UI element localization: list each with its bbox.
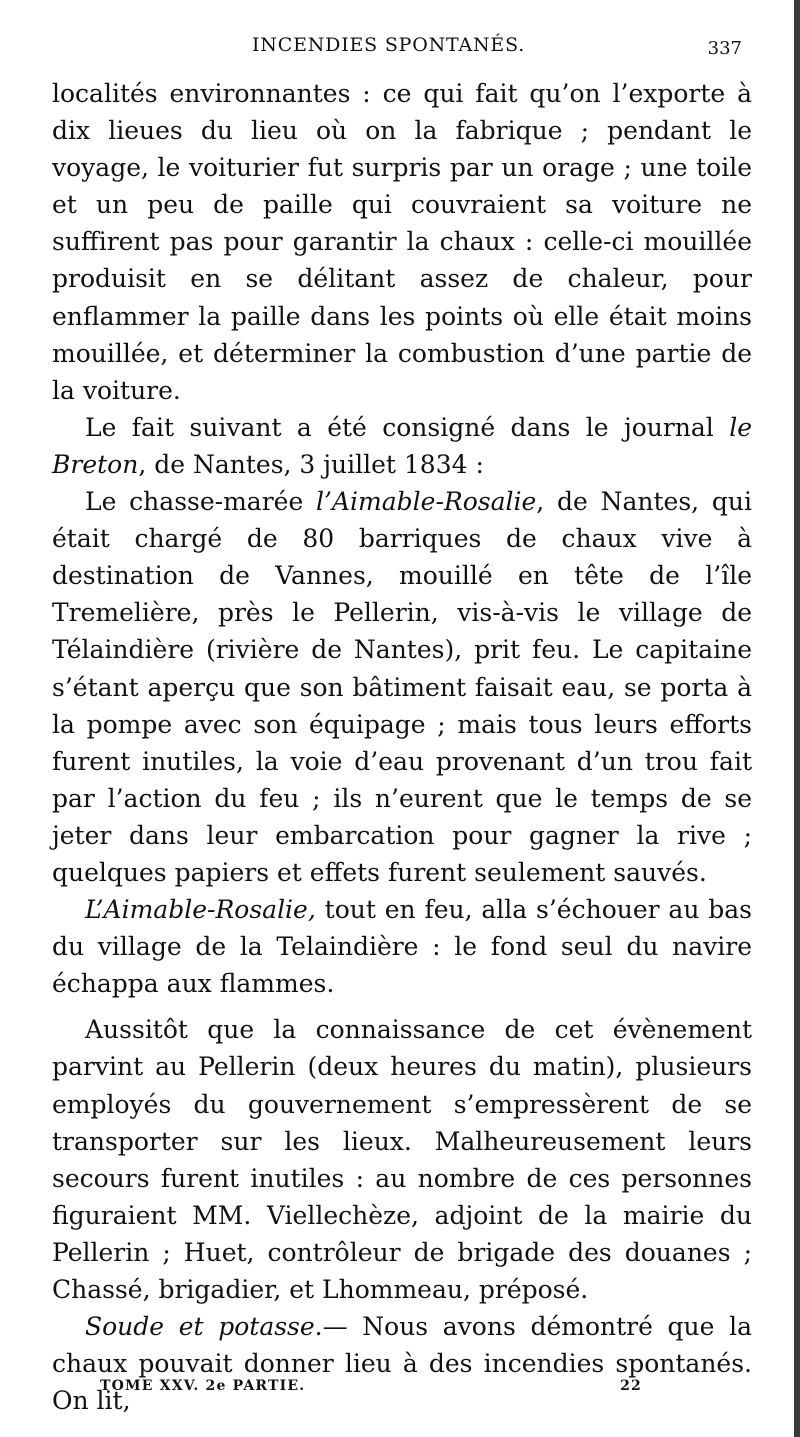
paragraph-4-text-b: tout en feu, alla s’échouer au bas du village de la Telaindière : le fond seul du navire échappa aux flammes. (52, 895, 752, 999)
paragraph-2-text-b: , de Nantes, 3 juillet 1834 : (138, 449, 484, 479)
paragraph-5: Aussitôt que la connaissance de cet évènement parvint au Pellerin (deux heures du matin), plusieurs employés du gouvernement s’empressèrent de se transporter sur les lieux. Malheureusement leurs secours furent inutiles : au nombre de ces personnes figuraient MM. Viellechèze, adjoint de la mairie du Pellerin ; Huet, contrôleur de brigade des douanes ; Chassé, brigadier, et Lhommeau, préposé. (52, 1015, 752, 1304)
signature-mark: TOME XXV. 2e PARTIE. (100, 1378, 306, 1394)
ship-name-2: L’Aimable-Rosalie, (85, 895, 316, 925)
page-header (52, 34, 742, 74)
paragraph-2 (52, 409, 752, 483)
journal-title: le Breton (52, 412, 752, 479)
paragraph-4 (52, 891, 752, 1002)
running-title: INCENDIES SPONTANÉS. (252, 34, 526, 56)
section-heading: Soude et potasse. (85, 1312, 323, 1342)
paragraph-2-text-a: Le fait suivant a été consigné dans le journal (85, 412, 730, 442)
paragraph-3-text-a: Le chasse-marée (85, 487, 317, 517)
paragraph-3 (52, 483, 752, 891)
ship-name: l’Aimable-Rosalie (316, 487, 537, 517)
body-text (52, 75, 752, 1419)
paragraph-1: localités environnantes : ce qui fait qu’on l’exporte à dix lieues du lieu où on la fabrique ; pendant le voyage, le voiturier fut surpris par un orage ; une toile et un peu de paille qui couvraient sa voiture ne suffirent pas pour garantir la chaux : celle-ci mouillée produisit en se délitant assez de chaleur, pour enflammer la paille dans les points où elle était moins mouillée, et déterminer la combustion d’une partie de la voiture. (52, 79, 752, 405)
page-footer (100, 1378, 700, 1402)
sheet-number: 22 (620, 1378, 642, 1394)
paragraph-6-text-b: — Nous avons démontré que la chaux pouvait donner lieu à des incendies spontanés. On lit, (52, 1312, 752, 1416)
paragraph-3-text-b: , de Nantes, qui était chargé de 80 barriques de chaux vive à destination de Vannes, mouillé en tête de l’île Tremelière, près le Pellerin, vis-à-vis le village de Télaindière (rivière de Nantes), prit feu. Le capitaine s’étant aperçu que son bâtiment faisait eau, se porta à la pompe avec son équipage ; mais tous leurs efforts furent inutiles, la voie d’eau provenant d’un trou fait par l’action du feu ; ils n’eurent que le temps de se jeter dans leur embarcation pour gagner la rive ; quelques papiers et effets furent seulement sauvés. (52, 487, 753, 887)
page-number: 337 (707, 38, 742, 59)
paragraph-6 (52, 1308, 752, 1419)
